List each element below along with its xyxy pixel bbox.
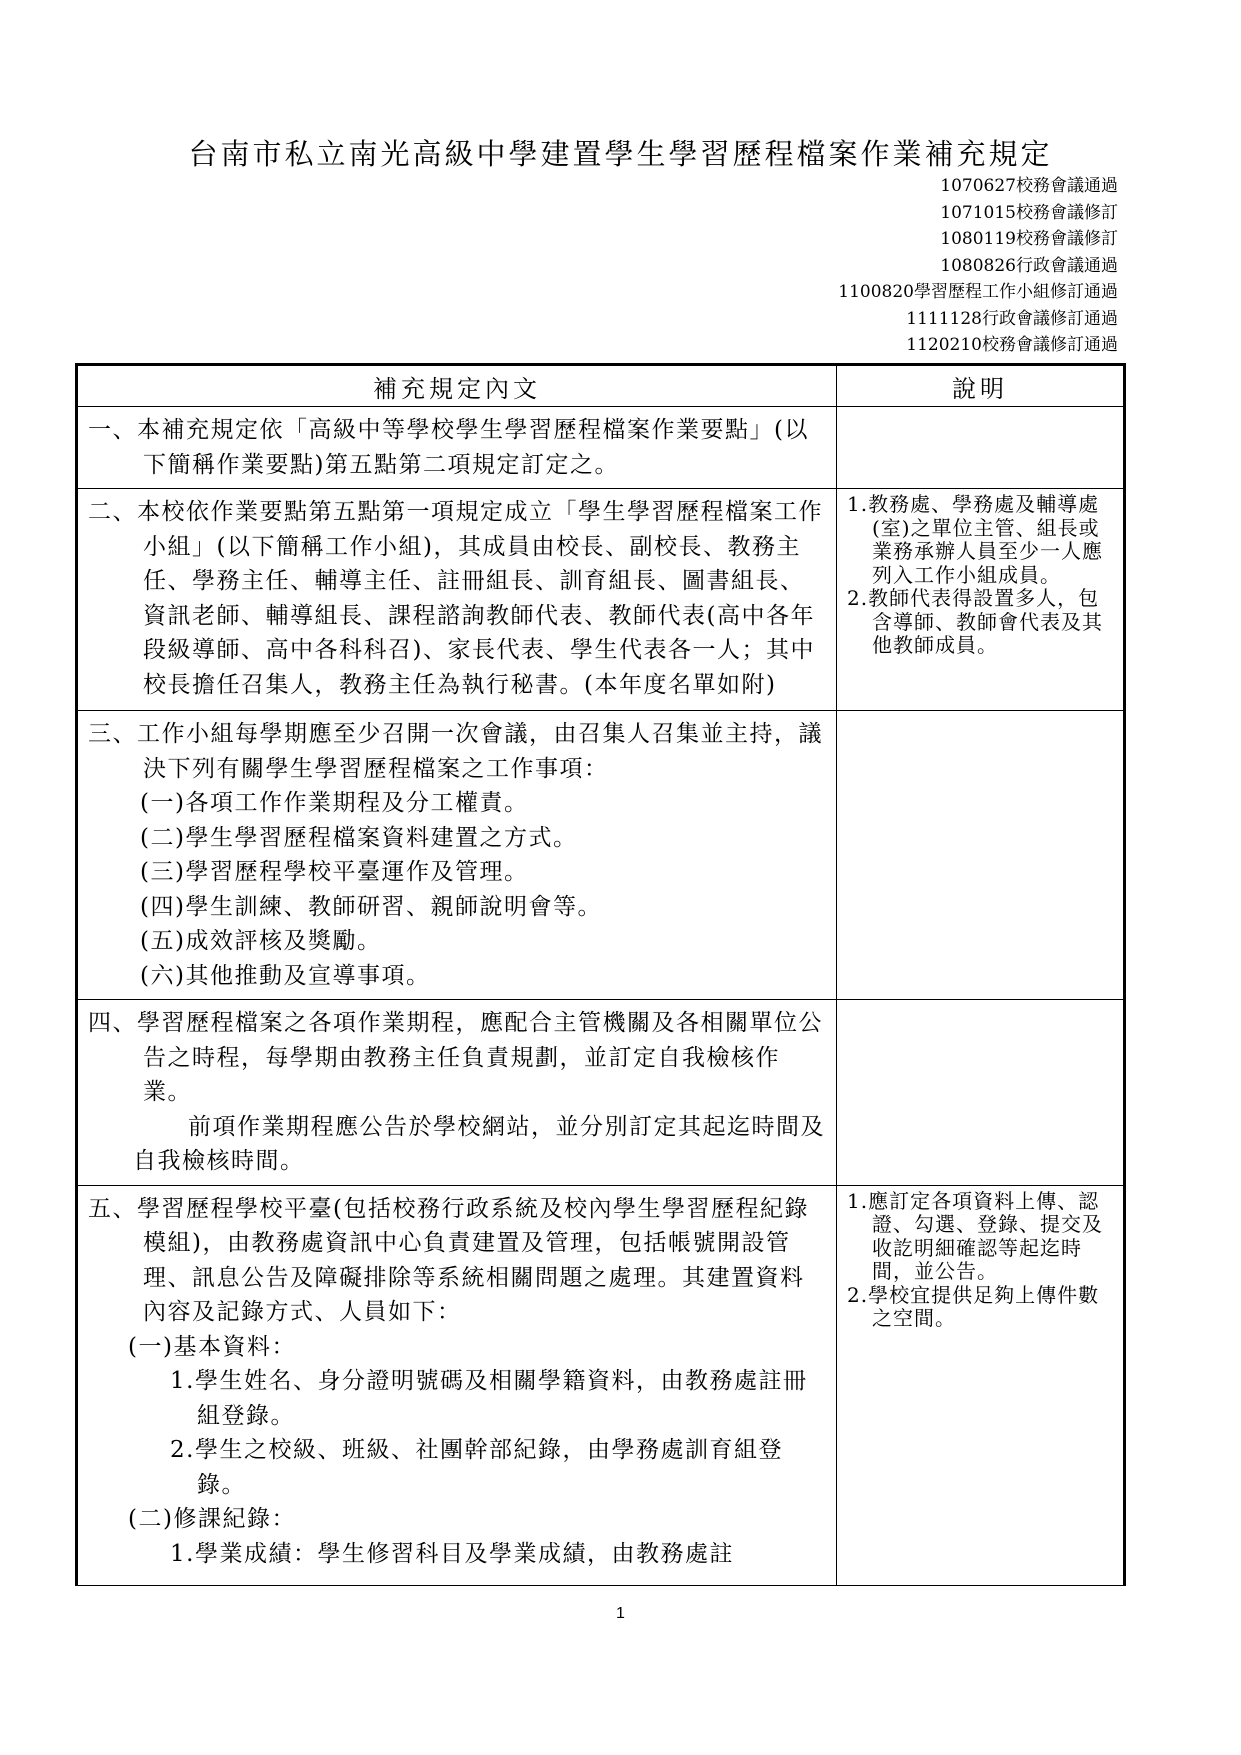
header-notes: 說明 [837,365,1125,407]
rule-cell [77,489,837,711]
rule-cell [77,1185,837,1585]
rule-item: (四)學生訓練、教師研習、親師說明會等。 [140,893,602,920]
note-item: 2.學校宜提供足夠上傳件數之空間。 [847,1282,1100,1330]
note-cell [837,1000,1125,1186]
revision-line: 1080119校務會議修訂 [940,229,1118,249]
page-title: 台南市私立南光高級中學建置學生學習歷程檔案作業補充規定 [188,137,1053,171]
page-number: 1 [616,1605,625,1622]
revision-line: 1070627校務會議通過 [940,176,1118,196]
revision-line: 1111128行政會議修訂通過 [906,308,1118,329]
rule-item: (三)學習歷程學校平臺運作及管理。 [140,859,529,885]
note-cell [837,711,1125,1000]
revision-line: 1120210校務會議修訂通過 [906,335,1118,355]
rule-text: 四、學習歷程檔案之各項作業期程，應配合主管機關及各相關單位公告之時程，每學期由教務主任負責規劃，並訂定自我檢核作業。 [88,1010,823,1105]
rule-item: (一)各項工作作業期程及分工權責。 [140,790,529,816]
rule-item: 1.學業成績：學生修習科目及學業成績，由教務處註 [170,1540,734,1567]
rule-item: (五)成效評核及獎勵。 [140,928,382,954]
header-content: 補充規定內文 [77,365,837,407]
rule-text: 三、工作小組每學期應至少召開一次會議，由召集人召集並主持，議決下列有關學生學習歷程檔案之工作事項： [88,721,823,782]
revision-history [838,173,1118,359]
rule-subheading: (二)修課紀錄： [128,1506,296,1532]
rule-item: (二)學生學習歷程檔案資料建置之方式。 [140,824,578,851]
note-cell [837,407,1125,489]
note-item: 2.教師代表得設置多人，包含導師、教師會代表及其他教師成員。 [847,586,1103,657]
rule-cell [77,711,837,1000]
rule-item: 2.學生之校級、班級、社團幹部紀錄，由學務處訓育組登錄。 [170,1437,783,1498]
table-row [77,489,1125,711]
table-row [77,407,1125,489]
note-cell [837,1185,1125,1585]
rule-subheading: (一)基本資料： [128,1333,296,1360]
table-row [77,1000,1125,1186]
rule-cell [77,407,837,489]
revision-line: 1100820學習歷程工作小組修訂通過 [838,282,1118,302]
rule-text: 五、學習歷程學校平臺(包括校務行政系統及校內學生學習歷程紀錄模組)，由教務處資訊中心負責建置及管理，包括帳號開設管理、訊息公告及障礙排除等系統相關問題之處理。其建置資料內容及記錄方式、人員如下： [88,1195,809,1325]
table-row [77,711,1125,1000]
note-item: 1.應訂定各項資料上傳、認證、勾選、登錄、提交及收訖明細確認等起迄時間，並公告。 [847,1188,1103,1283]
rule-item: 1.學生姓名、身分證明號碼及相關學籍資料，由教務處註冊組登錄。 [170,1368,808,1429]
rule-item: (六)其他推動及宣導事項。 [140,962,431,989]
note-cell [837,489,1125,711]
rule-text: 二、本校依作業要點第五點第一項規定成立「學生學習歷程檔案工作小組」(以下簡稱工作小組)，其成員由校長、副校長、教務主任、學務主任、輔導主任、註冊組長、訓育組長、圖書組長、資訊老師、輔導組長、課程諮詢教師代表、教師代表(高中各年段級導師、高中各科科召)、家長代表、學生代表各一人；其中校長擔任召集人，教務主任為執行秘書。(本年度名單如附) [88,499,823,698]
rule-cell [77,1000,837,1186]
revision-line: 1071015校務會議修訂 [940,202,1118,223]
note-item: 1.教務處、學務處及輔導處(室)之單位主管、組長或業務承辦人員至少一人應列入工作小組成員。 [847,492,1103,587]
revision-line: 1080826行政會議通過 [940,255,1118,276]
table-row [77,1185,1125,1585]
rule-paragraph: 前項作業期程應公告於學校網站，並分別訂定其起迄時間及自我檢核時間。 [133,1113,825,1174]
table-header-row [77,365,1125,407]
rules-table [75,363,1126,1586]
rule-text: 一、本補充規定依「高級中等學校學生學習歷程檔案作業要點」(以下簡稱作業要點)第五點第二項規定訂定之。 [88,417,809,478]
